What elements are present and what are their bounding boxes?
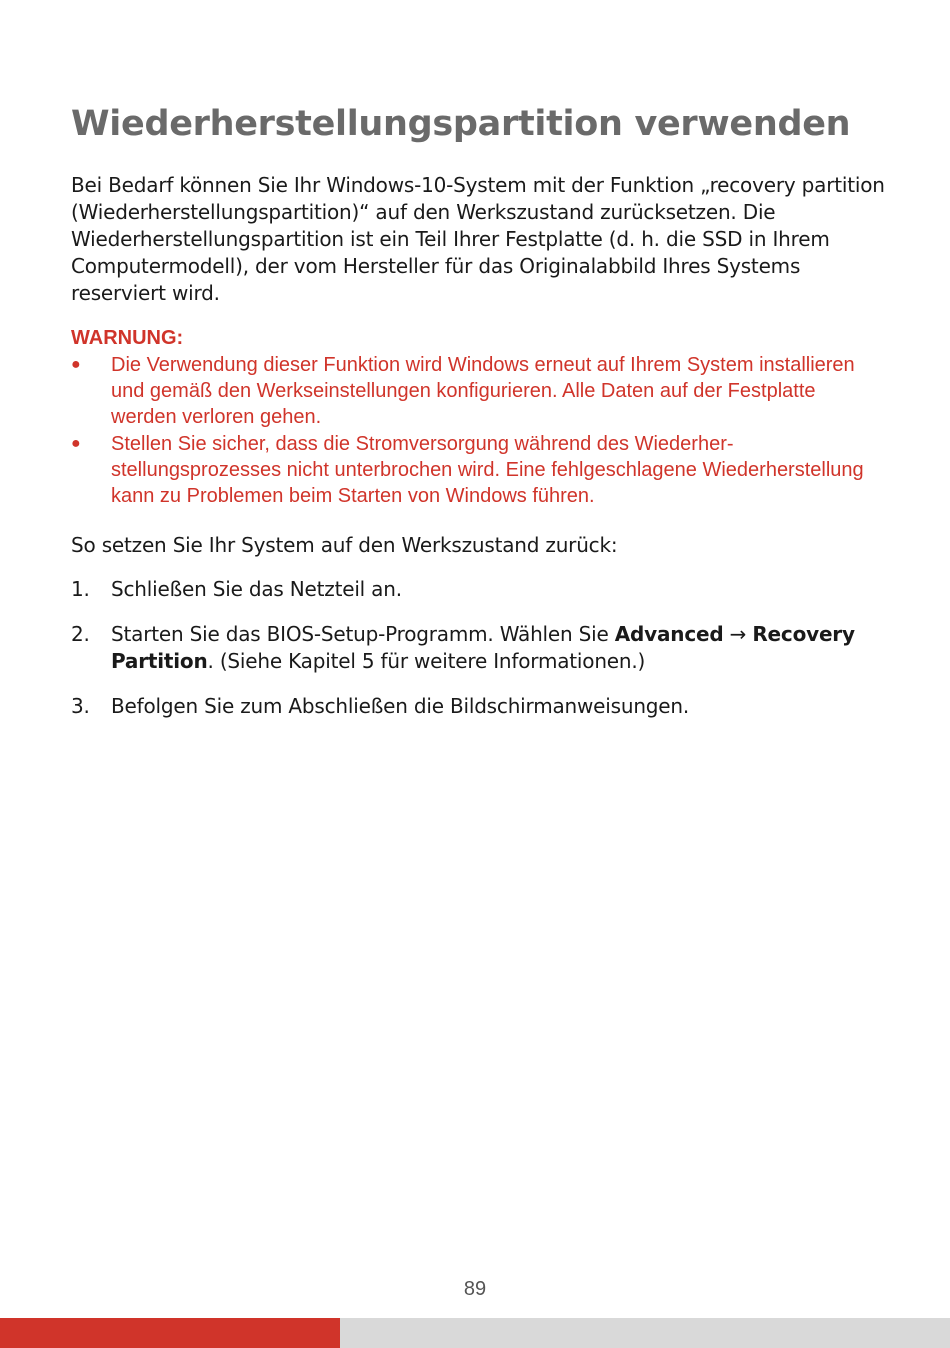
step-text: Starten Sie das BIOS-Setup-Programm. Wählen Sie xyxy=(111,622,615,646)
menu-advanced: Advanced xyxy=(614,622,724,646)
warning-item-text: Die Verwendung dieser Funktion wird Windows erneut auf Ihrem System installieren und gemäß den Werkseinstellungen konfigurieren. Alle Daten auf der Festplatte werden verloren gehen. xyxy=(111,354,855,428)
step-text-suffix: . (Siehe Kapitel 5 für weitere Informationen.) xyxy=(207,649,646,673)
bullet-icon: ● xyxy=(71,356,81,373)
page-title: Wiederherstellungspartition verwenden xyxy=(71,104,851,144)
step-item xyxy=(71,576,891,603)
warning-item xyxy=(71,431,871,509)
warning-item-text: Stellen Sie sicher, dass die Stromversorgung während des Wiederherstellungsprozesses nicht unterbrochen wird. Eine fehlgeschlagene Wiederherstellung kann zu Problemen beim Starten von Windows führen. xyxy=(111,433,864,507)
footer-gray-bar xyxy=(340,1318,950,1348)
bullet-icon: ● xyxy=(71,435,81,452)
step-item xyxy=(71,693,891,720)
arrow-right-icon: → xyxy=(723,622,753,646)
step-number: 2. xyxy=(71,622,90,646)
step-number: 3. xyxy=(71,694,90,718)
menu-recovery-partition: Recovery Partition xyxy=(111,622,855,673)
warning-item xyxy=(71,352,871,430)
step-number: 1. xyxy=(71,577,90,601)
intro-paragraph: Bei Bedarf können Sie Ihr Windows-10-System mit der Funktion „recovery partition (Wiederherstellungspartition)“ auf den Werkszustand zurücksetzen. Die Wiederherstellungspartition ist ein Teil Ihrer Festplatte (d. h. die SSD in Ihrem Computermodell), der vom Hersteller für das Originalabbild Ihres Systems reserviert wird. xyxy=(71,173,885,305)
steps-list xyxy=(71,576,891,738)
page-number: 89 xyxy=(463,1278,487,1300)
warning-heading: WARNUNG: xyxy=(71,327,184,349)
step-text: Schließen Sie das Netzteil an. xyxy=(111,577,402,601)
warning-list xyxy=(71,352,871,509)
step-text: Befolgen Sie zum Abschließen die Bildschirmanweisungen. xyxy=(111,694,690,718)
footer-accent-bar xyxy=(0,1318,340,1348)
warning-block xyxy=(71,325,871,509)
steps-intro: So setzen Sie Ihr System auf den Werkszustand zurück: xyxy=(71,533,618,557)
step-item xyxy=(71,621,891,675)
